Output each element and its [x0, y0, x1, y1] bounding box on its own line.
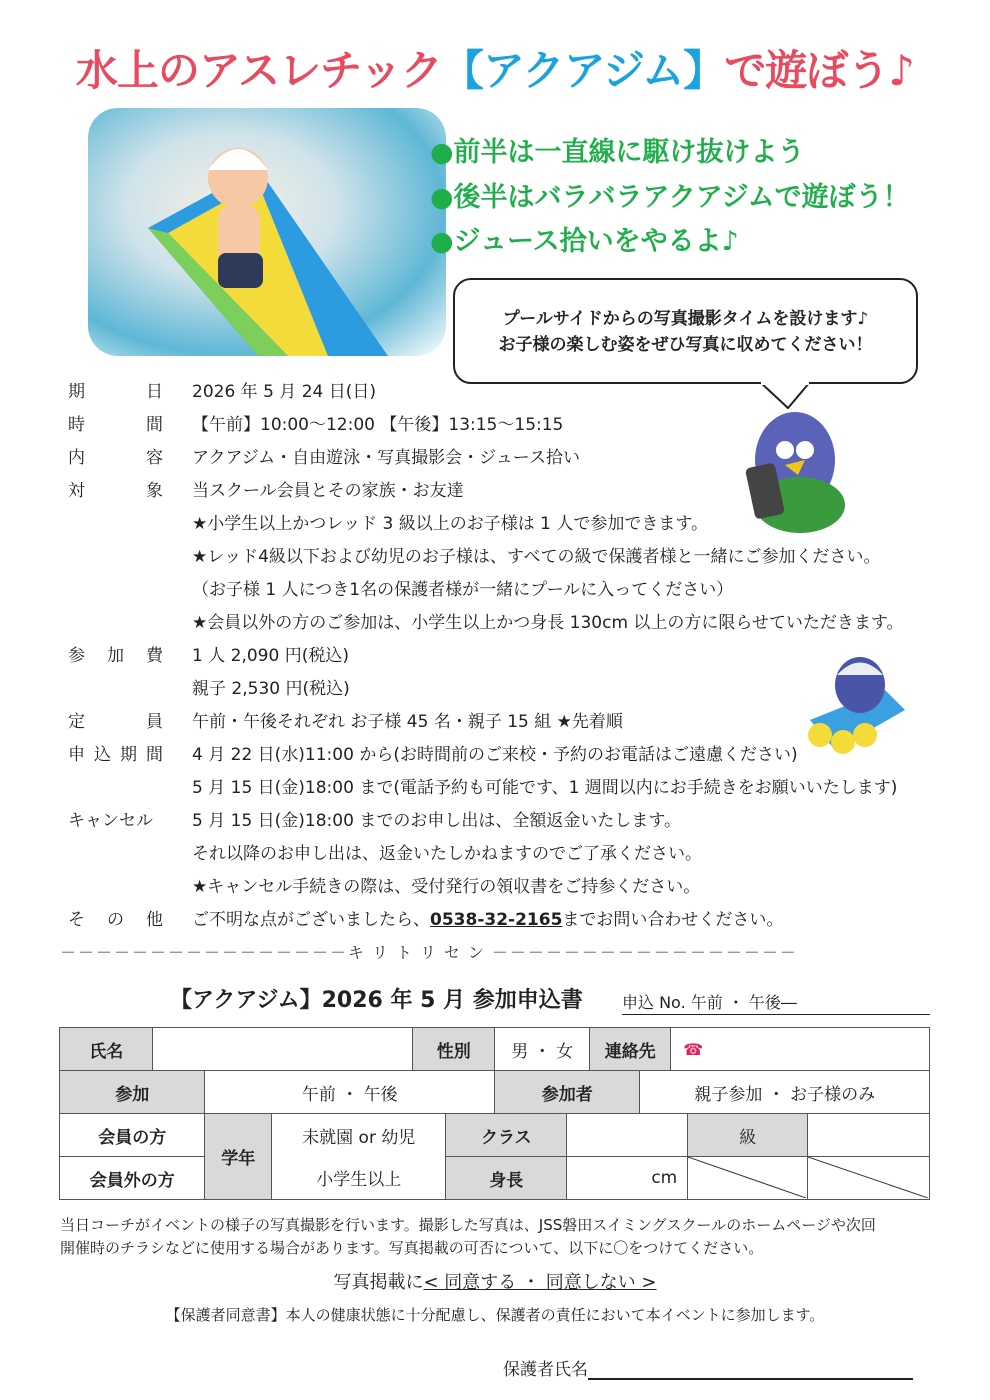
height-unit: cm — [651, 1168, 678, 1189]
height-label: 身長 — [445, 1156, 567, 1200]
info-value — [192, 641, 349, 666]
info-value — [192, 377, 376, 402]
pool-slide-illustration — [88, 108, 446, 356]
info-label — [68, 377, 163, 402]
info-value-text: アクアジム・自由遊泳・写真撮影会・ジュース拾い — [192, 448, 580, 468]
info-label-char: 時 — [68, 415, 85, 435]
info-label-char: キャンセル — [68, 811, 153, 831]
info-value-text: 親子 2,530 円(税込) — [192, 679, 350, 699]
name-label: 氏名 — [59, 1027, 153, 1071]
info-value-text: ★会員以外の方のご参加は、小学生以上かつ身長 130cm 以上の方に限らせていただきます。 — [192, 613, 904, 633]
title-part2: 【アクアジム】 — [441, 46, 725, 95]
speech-bubble — [453, 278, 918, 384]
phone-number-link[interactable]: 0538-32-2165 — [430, 910, 563, 930]
info-label-char: 日 — [146, 382, 163, 402]
highlight-1: ●前半は一直線に駆け抜けよう — [430, 137, 805, 168]
guardian-name-label: 保護者氏名 — [503, 1360, 588, 1380]
cut-dashes-right: －－－－－－－－－－－－－－－－－ — [491, 943, 798, 962]
info-value-text: 【午前】10:00～12:00 【午後】13:15～15:15 — [192, 415, 564, 435]
info-value-text: 1 人 2,090 円(税込) — [192, 646, 349, 666]
info-value-text: 4 月 22 日(水)11:00 から(お時間前のご来校・予約のお電話はご遠慮ください) — [192, 745, 798, 765]
bubble-line-1: プールサイドからの写真撮影タイムを設けます♪ — [502, 309, 869, 329]
info-label-char: 定 — [68, 712, 85, 732]
gender-label: 性別 — [412, 1027, 495, 1071]
info-label-char: 期 — [120, 745, 137, 765]
info-value — [192, 608, 904, 633]
info-value — [192, 773, 897, 798]
highlight-2: ●後半はバラバラアクアジムで遊ぼう！ — [430, 182, 910, 213]
cut-dashes-left: －－－－－－－－－－－－－－－－ — [60, 943, 349, 962]
class-input[interactable] — [566, 1113, 688, 1157]
info-value-text: ★小学生以上かつレッド 3 級以上のお子様は 1 人で参加できます。 — [192, 514, 708, 534]
info-label — [68, 905, 163, 930]
class-label: クラス — [445, 1113, 567, 1157]
info-value-text: ご不明な点がございましたら、 — [192, 910, 430, 930]
participant-label: 参加者 — [494, 1070, 640, 1114]
info-label-char: そ — [68, 910, 85, 930]
penguin-float-illustration — [805, 650, 910, 755]
info-value — [192, 674, 350, 699]
guardian-name-row — [503, 1355, 913, 1380]
info-value — [192, 443, 580, 468]
nonmember-label: 会員外の方 — [59, 1156, 205, 1200]
diagonal-cell-1 — [687, 1156, 808, 1200]
grade-preschool[interactable]: 未就園 or 幼児 — [271, 1113, 446, 1157]
photo-consent — [0, 1268, 990, 1294]
info-label-char: 費 — [146, 646, 163, 666]
info-value-suffix: までお問い合わせください。 — [562, 910, 784, 930]
level-label: 級 — [687, 1113, 808, 1157]
info-label — [68, 476, 163, 501]
info-value — [192, 542, 881, 567]
info-value — [192, 806, 681, 831]
cut-line — [60, 940, 932, 963]
name-input[interactable] — [152, 1027, 413, 1071]
member-label: 会員の方 — [59, 1113, 205, 1157]
info-value — [192, 707, 623, 732]
info-value — [192, 410, 563, 435]
contact-input[interactable] — [670, 1027, 930, 1071]
photo-notice-line-2: 開催時のチラシなどに使用する場合があります。写真掲載の可否について、以下に〇をつけてください。 — [60, 1239, 764, 1257]
info-value-text: それ以降のお申し出は、返金いたしかねますのでご了承ください。 — [192, 844, 702, 864]
diagonal-cell-2 — [807, 1156, 930, 1200]
info-value-text: 午前・午後それぞれ お子様 45 名・親子 15 組 ★先着順 — [192, 712, 623, 732]
info-label-char: 象 — [146, 481, 163, 501]
title-part3: で遊ぼう♪ — [724, 46, 915, 95]
info-value — [192, 839, 702, 864]
photo-notice-line-1: 当日コーチがイベントの様子の写真撮影を行います。撮影した写真は、JSS磐田スイミングスクールのホームページや次回 — [60, 1216, 876, 1234]
info-value — [192, 872, 700, 897]
info-value — [192, 509, 708, 534]
info-value — [192, 905, 783, 930]
info-label-char: 員 — [146, 712, 163, 732]
grade-label: 学年 — [204, 1113, 272, 1200]
application-number-field[interactable]: 申込 No. 午前 ・ 午後― — [622, 990, 930, 1015]
height-input[interactable] — [566, 1156, 688, 1200]
info-label-char: 加 — [107, 646, 124, 666]
highlight-3: ●ジュース拾いをやるよ♪ — [430, 226, 739, 257]
photo-consent-label: 写真掲載に — [333, 1272, 424, 1293]
info-label-char: 間 — [146, 745, 163, 765]
participant-options[interactable]: 親子参加 ・ お子様のみ — [639, 1070, 930, 1114]
guardian-name-input[interactable] — [588, 1362, 913, 1380]
info-value — [192, 740, 798, 765]
info-label-char: の — [107, 910, 124, 930]
form-title: 【アクアジム】2026 年 5 月 参加申込書 — [170, 988, 583, 1013]
info-value-text: 当スクール会員とその家族・お友達 — [192, 481, 464, 501]
info-value — [192, 476, 464, 501]
grade-elementary[interactable]: 小学生以上 — [271, 1156, 446, 1200]
info-label-char: 込 — [94, 745, 111, 765]
photo-notice — [60, 1214, 876, 1260]
photo-consent-options[interactable]: < 同意する ・ 同意しない > — [423, 1272, 657, 1293]
info-value — [192, 575, 733, 600]
info-value-text: （お子様 1 人につき1名の保護者様が一緒にプールに入ってください） — [192, 580, 734, 600]
info-label — [68, 443, 163, 468]
cut-line-label: キリトリセン — [348, 943, 492, 962]
bubble-line-2: お子様の楽しむ姿をぜひ写真に収めてください！ — [498, 335, 873, 355]
penguin-phone-illustration — [740, 405, 850, 535]
info-label-char: 内 — [68, 448, 85, 468]
session-label: 参加 — [59, 1070, 205, 1114]
info-label — [68, 410, 163, 435]
level-input[interactable] — [807, 1113, 930, 1157]
title-part1: 水上のアスレチック — [75, 46, 442, 95]
info-label-char: 対 — [68, 481, 85, 501]
info-label-char: 容 — [146, 448, 163, 468]
info-label-char: 期 — [68, 382, 85, 402]
info-label — [68, 707, 163, 732]
info-value-text: ★レッド4級以下および幼児のお子様は、すべての級で保護者様と一緒にご参加ください。 — [192, 547, 881, 567]
guardian-consent: 【保護者同意書】本人の健康状態に十分配慮し、保護者の責任において本イベントに参加します。 — [165, 1306, 825, 1324]
telephone-icon: ☎ — [683, 1039, 704, 1059]
session-options[interactable]: 午前 ・ 午後 — [204, 1070, 495, 1114]
info-value-text: 5 月 15 日(金)18:00 まで(電話予約も可能です、1 週間以内にお手続きをお願いいたします) — [192, 778, 898, 798]
info-label-char: 他 — [146, 910, 163, 930]
info-label — [68, 641, 163, 666]
info-value-text: 5 月 15 日(金)18:00 までのお申し出は、全額返金いたします。 — [192, 811, 681, 831]
info-label — [68, 806, 163, 831]
info-value-text: ★キャンセル手続きの際は、受付発行の領収書をご持参ください。 — [192, 877, 701, 897]
gender-options[interactable]: 男 ・ 女 — [494, 1027, 590, 1071]
info-label-char: 参 — [68, 646, 85, 666]
contact-label: 連絡先 — [589, 1027, 671, 1071]
info-label-char: 申 — [68, 745, 85, 765]
flyer-title — [0, 38, 990, 98]
info-value-text: 2026 年 5 月 24 日(日) — [192, 382, 376, 402]
info-label-char: 間 — [146, 415, 163, 435]
info-label — [68, 740, 163, 765]
